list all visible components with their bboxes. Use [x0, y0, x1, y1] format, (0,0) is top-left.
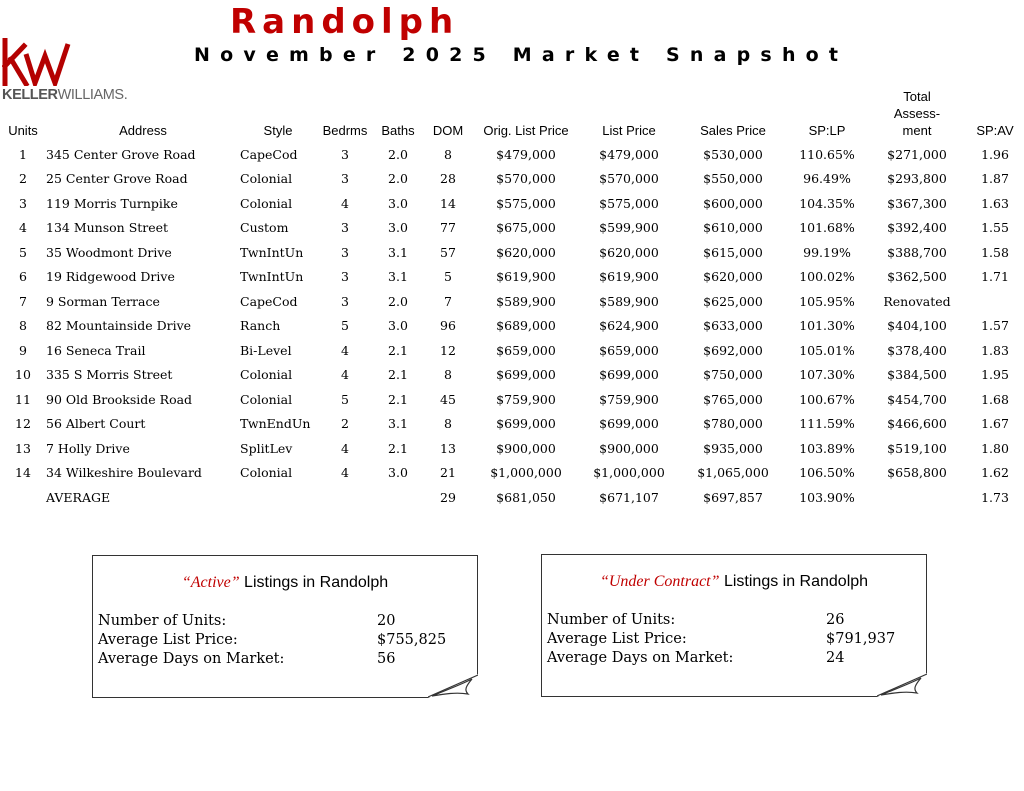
cell-baths: 2.1 — [388, 342, 408, 358]
cell-total-assessment: $384,500 — [887, 367, 947, 383]
cell-bedrooms: 4 — [341, 367, 349, 383]
table-row — [0, 338, 1024, 363]
active-highlight: “Active” — [181, 574, 240, 591]
cell-bedrooms: 4 — [341, 342, 349, 358]
cell-orig-list-price: $479,000 — [496, 146, 556, 162]
cell-dom: 8 — [444, 146, 452, 162]
cell-sales-price: $935,000 — [703, 440, 763, 456]
table-row — [0, 461, 1024, 486]
cell-list-price: $570,000 — [599, 171, 659, 187]
cell-units: 3 — [19, 195, 27, 211]
cell-style: CapeCod — [240, 146, 298, 162]
header-bedrooms: Bedrms — [322, 123, 368, 138]
active-dom-label: Average Days on Market: — [98, 651, 285, 667]
cell-total-assessment: $658,800 — [887, 465, 947, 481]
average-row — [0, 485, 1024, 510]
cell-sales-price: $692,000 — [703, 342, 763, 358]
cell-bedrooms: 3 — [341, 171, 349, 187]
cell-orig-list-price: $659,000 — [496, 342, 556, 358]
cell-units: 10 — [15, 367, 31, 383]
header-orig-list-price: Orig. List Price — [483, 123, 569, 138]
cell-dom: 8 — [444, 416, 452, 432]
header-sales-price: Sales Price — [700, 123, 766, 138]
cell-sales-price: $633,000 — [703, 318, 763, 334]
header-baths: Baths — [381, 123, 415, 138]
cell-list-price: $659,000 — [599, 342, 659, 358]
logo-wordmark: KELLERWILLIAMS. — [2, 87, 128, 103]
cell-address: 7 Holly Drive — [46, 440, 130, 456]
cell-sp-lp: 111.59% — [799, 416, 855, 432]
cell-address: 345 Center Grove Road — [46, 146, 196, 162]
cell-list-price: $699,000 — [599, 367, 659, 383]
average-empty-cell — [868, 485, 966, 510]
cell-units: 11 — [15, 391, 31, 407]
cell-bedrooms: 3 — [341, 293, 349, 309]
average-sp-av: 1.73 — [981, 489, 1009, 505]
cell-sp-lp: 96.49% — [803, 171, 851, 187]
page-curl-icon — [428, 674, 478, 698]
cell-sales-price: $780,000 — [703, 416, 763, 432]
average-empty-cell — [0, 485, 46, 510]
cell-baths: 3.0 — [388, 318, 408, 334]
cell-total-assessment: $519,100 — [887, 440, 947, 456]
cell-total-assessment: $293,800 — [887, 171, 947, 187]
cell-dom: 96 — [440, 318, 456, 334]
cell-baths: 3.1 — [388, 269, 408, 285]
table-row — [0, 167, 1024, 192]
cell-sp-av: 1.58 — [981, 244, 1009, 260]
cell-dom: 12 — [440, 342, 456, 358]
cell-sp-lp: 104.35% — [799, 195, 855, 211]
cell-sales-price: $600,000 — [703, 195, 763, 211]
cell-style: CapeCod — [240, 293, 298, 309]
cell-sp-lp: 103.89% — [799, 440, 855, 456]
cell-sp-lp: 107.30% — [799, 367, 855, 383]
cell-address: 134 Munson Street — [46, 220, 169, 236]
cell-sp-av: 1.55 — [981, 220, 1009, 236]
cell-baths: 2.0 — [388, 146, 408, 162]
cell-bedrooms: 5 — [341, 391, 349, 407]
cell-style: Colonial — [240, 195, 293, 211]
header-sp-lp: SP:LP — [808, 123, 846, 138]
header-style: Style — [263, 123, 293, 138]
cell-sp-av: 1.67 — [981, 416, 1009, 432]
cell-sp-lp: 101.30% — [799, 318, 855, 334]
table-row — [0, 216, 1024, 241]
cell-bedrooms: 4 — [341, 440, 349, 456]
cell-sp-av: 1.62 — [981, 465, 1009, 481]
table-row — [0, 191, 1024, 216]
cell-address: 9 Sorman Terrace — [46, 293, 160, 309]
cell-style: Colonial — [240, 367, 293, 383]
cell-sp-av: 1.80 — [981, 440, 1009, 456]
cell-units: 7 — [19, 293, 27, 309]
cell-list-price: $900,000 — [599, 440, 659, 456]
cell-address: 119 Morris Turnpike — [46, 195, 178, 211]
cell-dom: 77 — [440, 220, 456, 236]
cell-sales-price: $610,000 — [703, 220, 763, 236]
cell-sp-av: 1.83 — [981, 342, 1009, 358]
table-row — [0, 387, 1024, 412]
cell-sp-av: 1.71 — [981, 269, 1009, 285]
cell-orig-list-price: $689,000 — [496, 318, 556, 334]
cell-baths: 2.1 — [388, 440, 408, 456]
page-title: Randolph — [230, 2, 460, 42]
cell-baths: 2.0 — [388, 171, 408, 187]
cell-orig-list-price: $1,000,000 — [490, 465, 562, 481]
cell-orig-list-price: $900,000 — [496, 440, 556, 456]
cell-sp-lp: 100.02% — [799, 269, 855, 285]
average-sp-lp: 103.90% — [799, 489, 855, 505]
cell-dom: 13 — [440, 440, 456, 456]
cell-address: 19 Ridgewood Drive — [46, 269, 175, 285]
cell-address: 90 Old Brookside Road — [46, 391, 193, 407]
cell-sp-lp: 110.65% — [799, 146, 855, 162]
kw-logo-icon — [2, 38, 72, 86]
cell-list-price: $759,900 — [599, 391, 659, 407]
cell-style: TwnIntUn — [240, 269, 304, 285]
header-units: Units — [8, 123, 38, 138]
cell-address: 34 Wilkeshire Boulevard — [46, 465, 202, 481]
cell-style: Colonial — [240, 171, 293, 187]
table-row — [0, 289, 1024, 314]
average-orig-list: $681,050 — [496, 489, 556, 505]
cell-style: TwnIntUn — [240, 244, 304, 260]
cell-dom: 5 — [444, 269, 452, 285]
cell-bedrooms: 2 — [341, 416, 349, 432]
cell-list-price: $589,900 — [599, 293, 659, 309]
cell-orig-list-price: $759,900 — [496, 391, 556, 407]
cell-total-assessment: $378,400 — [887, 342, 947, 358]
cell-total-assessment: $392,400 — [887, 220, 947, 236]
cell-units: 12 — [15, 416, 31, 432]
cell-orig-list-price: $619,900 — [496, 269, 556, 285]
average-empty-cell — [316, 485, 374, 510]
cell-baths: 3.0 — [388, 195, 408, 211]
cell-orig-list-price: $620,000 — [496, 244, 556, 260]
cell-orig-list-price: $675,000 — [496, 220, 556, 236]
cell-baths: 3.1 — [388, 244, 408, 260]
cell-total-assessment: Renovated — [883, 293, 951, 309]
cell-dom: 45 — [440, 391, 456, 407]
cell-sp-av: 1.96 — [981, 146, 1009, 162]
cell-units: 14 — [15, 465, 31, 481]
contract-title-text: Listings in Randolph — [719, 573, 869, 590]
cell-style: Bi-Level — [240, 342, 292, 358]
cell-bedrooms: 3 — [341, 269, 349, 285]
active-dom-value: 56 — [377, 651, 396, 667]
page-subtitle: November 2025 Market Snapshot — [194, 44, 849, 66]
cell-address: 56 Albert Court — [46, 416, 146, 432]
cell-sp-lp: 106.50% — [799, 465, 855, 481]
cell-sales-price: $750,000 — [703, 367, 763, 383]
cell-sp-av: 1.63 — [981, 195, 1009, 211]
cell-list-price: $619,900 — [599, 269, 659, 285]
contract-units-value: 26 — [826, 612, 845, 628]
under-contract-card — [541, 554, 927, 697]
cell-baths: 2.1 — [388, 391, 408, 407]
cell-sales-price: $625,000 — [703, 293, 763, 309]
cell-baths: 3.0 — [388, 465, 408, 481]
cell-sp-lp: 105.01% — [799, 342, 855, 358]
cell-address: 82 Mountainside Drive — [46, 318, 192, 334]
cell-units: 4 — [19, 220, 27, 236]
table-row — [0, 240, 1024, 265]
contract-card-title — [542, 573, 926, 591]
cell-units: 8 — [19, 318, 27, 334]
cell-address: 16 Seneca Trail — [46, 342, 146, 358]
active-price-value: $755,825 — [377, 632, 447, 648]
cell-sp-lp: 99.19% — [803, 244, 851, 260]
table-row — [0, 265, 1024, 290]
contract-highlight: “Under Contract” — [599, 573, 720, 590]
cell-baths: 2.0 — [388, 293, 408, 309]
cell-bedrooms: 5 — [341, 318, 349, 334]
header-list-price: List Price — [602, 123, 656, 138]
cell-total-assessment: $388,700 — [887, 244, 947, 260]
contract-price-label: Average List Price: — [547, 631, 687, 647]
cell-list-price: $575,000 — [599, 195, 659, 211]
cell-sp-av — [966, 289, 1024, 314]
cell-sales-price: $620,000 — [703, 269, 763, 285]
table-body — [0, 142, 1024, 510]
cell-sp-lp: 101.68% — [799, 220, 855, 236]
cell-sp-av: 1.68 — [981, 391, 1009, 407]
cell-bedrooms: 3 — [341, 244, 349, 260]
cell-dom: 28 — [440, 171, 456, 187]
cell-sp-lp: 100.67% — [799, 391, 855, 407]
contract-dom-label: Average Days on Market: — [547, 650, 734, 666]
cell-dom: 57 — [440, 244, 456, 260]
cell-sp-av: 1.57 — [981, 318, 1009, 334]
cell-units: 2 — [19, 171, 27, 187]
cell-dom: 21 — [440, 465, 456, 481]
cell-style: Custom — [240, 220, 289, 236]
cell-list-price: $620,000 — [599, 244, 659, 260]
cell-style: Colonial — [240, 391, 293, 407]
cell-total-assessment: $271,000 — [887, 146, 947, 162]
cell-bedrooms: 3 — [341, 220, 349, 236]
cell-orig-list-price: $570,000 — [496, 171, 556, 187]
active-units-value: 20 — [377, 613, 396, 629]
cell-dom: 14 — [440, 195, 456, 211]
cell-list-price: $479,000 — [599, 146, 659, 162]
cell-bedrooms: 4 — [341, 465, 349, 481]
cell-units: 1 — [19, 146, 27, 162]
active-listings-card — [92, 555, 478, 698]
cell-list-price: $699,000 — [599, 416, 659, 432]
cell-style: Colonial — [240, 465, 293, 481]
average-empty-cell — [374, 485, 422, 510]
cell-list-price: $1,000,000 — [593, 465, 665, 481]
average-list: $671,107 — [599, 489, 659, 505]
cell-total-assessment: $454,700 — [887, 391, 947, 407]
table-row — [0, 314, 1024, 339]
cell-sales-price: $530,000 — [703, 146, 763, 162]
cell-dom: 7 — [444, 293, 452, 309]
cell-style: SplitLev — [240, 440, 293, 456]
cell-sales-price: $1,065,000 — [697, 465, 769, 481]
cell-sp-lp: 105.95% — [799, 293, 855, 309]
cell-baths: 3.1 — [388, 416, 408, 432]
header-total-assessment: Total Assess-ment — [893, 89, 941, 138]
cell-sp-av: 1.95 — [981, 367, 1009, 383]
table-row — [0, 142, 1024, 167]
cell-units: 9 — [19, 342, 27, 358]
cell-units: 5 — [19, 244, 27, 260]
contract-price-value: $791,937 — [826, 631, 896, 647]
cell-sales-price: $765,000 — [703, 391, 763, 407]
table-row — [0, 436, 1024, 461]
cell-orig-list-price: $589,900 — [496, 293, 556, 309]
average-label: AVERAGE — [46, 489, 111, 505]
cell-total-assessment: $466,600 — [887, 416, 947, 432]
average-dom: 29 — [440, 489, 456, 505]
cell-bedrooms: 3 — [341, 146, 349, 162]
contract-units-label: Number of Units: — [547, 612, 676, 628]
cell-dom: 8 — [444, 367, 452, 383]
cell-address: 35 Woodmont Drive — [46, 244, 172, 260]
sales-table — [0, 88, 1024, 510]
cell-sales-price: $550,000 — [703, 171, 763, 187]
cell-units: 6 — [19, 269, 27, 285]
table-header — [0, 88, 1024, 142]
cell-bedrooms: 4 — [341, 195, 349, 211]
cell-total-assessment: $362,500 — [887, 269, 947, 285]
cell-style: TwnEndUn — [240, 416, 311, 432]
cell-orig-list-price: $575,000 — [496, 195, 556, 211]
cell-baths: 3.0 — [388, 220, 408, 236]
cell-address: 25 Center Grove Road — [46, 171, 188, 187]
page-curl-icon — [877, 673, 927, 697]
average-sales: $697,857 — [703, 489, 763, 505]
contract-dom-value: 24 — [826, 650, 845, 666]
active-units-label: Number of Units: — [98, 613, 227, 629]
table-row — [0, 363, 1024, 388]
active-card-title — [93, 574, 477, 592]
cell-list-price: $599,900 — [599, 220, 659, 236]
cell-units: 13 — [15, 440, 31, 456]
cell-total-assessment: $367,300 — [887, 195, 947, 211]
cell-orig-list-price: $699,000 — [496, 416, 556, 432]
cell-style: Ranch — [240, 318, 281, 334]
header-address: Address — [119, 123, 167, 138]
cell-sp-av: 1.87 — [981, 171, 1009, 187]
header-dom: DOM — [432, 123, 464, 138]
cell-sales-price: $615,000 — [703, 244, 763, 260]
average-empty-cell — [240, 485, 316, 510]
header-sp-av: SP:AV — [976, 123, 1014, 138]
cell-total-assessment: $404,100 — [887, 318, 947, 334]
table-row — [0, 412, 1024, 437]
cell-address: 335 S Morris Street — [46, 367, 173, 383]
cell-orig-list-price: $699,000 — [496, 367, 556, 383]
cell-baths: 2.1 — [388, 367, 408, 383]
active-title-text: Listings in Randolph — [239, 574, 389, 591]
active-price-label: Average List Price: — [98, 632, 238, 648]
cell-list-price: $624,900 — [599, 318, 659, 334]
